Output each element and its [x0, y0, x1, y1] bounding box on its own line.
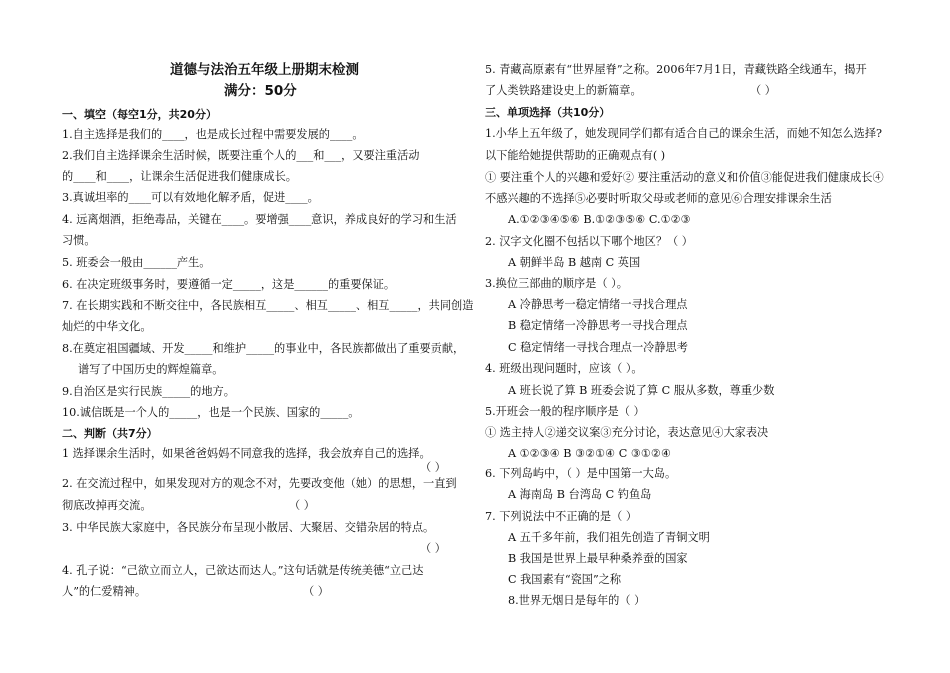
answer-bracket: （ ）: [420, 542, 446, 555]
choice-question: 不感兴趣的不选择⑤必要时听取父母或老师的意见⑥合理安排课余生活: [485, 192, 832, 205]
full-score: 满分：50分: [224, 83, 297, 99]
choice-question: 8.世界无烟日是每年的（ ）: [508, 594, 646, 607]
choice-question: ① 选主持人②递交议案③充分讨论，表达意见④大家表决: [485, 426, 769, 439]
fill-question: 3.真诚坦率的____可以有效地化解矛盾，促进____。: [62, 191, 319, 204]
choice-options: A 五千多年前，我们祖先创造了青铜文明: [508, 531, 710, 544]
choice-question: 1.小华上五年级了，她发现同学们都有适合自己的课余生活，而她不知怎么选择?: [485, 127, 883, 140]
answer-bracket: （ ）: [289, 499, 315, 512]
section-judge-heading: 二、判断（共7分）: [62, 427, 158, 440]
exam-title: 道德与法治五年级上册期末检测: [170, 62, 359, 78]
fill-question: 8.在奠定祖国疆域、开发_____和维护_____的事业中，各民族都做出了重要贡献，: [62, 342, 465, 355]
choice-question: 7. 下列说法中不正确的是（ ）: [485, 510, 638, 523]
answer-bracket: （ ）: [303, 585, 329, 598]
choice-options: A 班长说了算 B 班委会说了算 C 服从多数，尊重少数: [508, 384, 775, 397]
judge-question: 5. 青藏高原素有“世界屋脊”之称。2006年7月1日，青藏铁路全线通车，揭开: [485, 63, 867, 76]
answer-bracket: （ ）: [750, 84, 776, 97]
fill-question: 习惯。: [62, 234, 96, 247]
choice-options: A ①②③④ B ③②①④ C ③①②④: [508, 447, 671, 460]
choice-options: A 海南岛 B 台湾岛 C 钓鱼岛: [508, 488, 652, 501]
fill-question: 7. 在长期实践和不断交往中，各民族相互_____、相互_____、相互_____，共同创造: [62, 299, 474, 312]
choice-question: ① 要注重个人的兴趣和爱好② 要注重活动的意义和价值③能促进我们健康成长④: [485, 171, 884, 184]
choice-question: 以下能给她提供帮助的正确观点有( ): [485, 149, 666, 162]
fill-question: 5. 班委会一般由______产生。: [62, 256, 211, 269]
choice-question: 2. 汉字文化圈不包括以下哪个地区？（ ）: [485, 235, 693, 248]
fill-question: 2.我们自主选择课余生活时候，既要注重个人的___和___，又要注重活动: [62, 149, 420, 162]
judge-question: 了人类铁路建设史上的新篇章。: [485, 84, 642, 97]
choice-question: 3.换位三部曲的顺序是（ ）。: [485, 277, 628, 290]
section-choice-heading: 三、单项选择（共10分）: [485, 106, 611, 119]
judge-question: 3. 中华民族大家庭中，各民族分布呈现小散居、大聚居、交错杂居的特点。: [62, 521, 435, 534]
choice-options: B 稳定情绪一冷静思考一寻找合理点: [508, 319, 688, 332]
choice-question: 5.开班会一般的程序顺序是（ ）: [485, 405, 645, 418]
fill-question: 1.自主选择是我们的____，也是成长过程中需要发展的____。: [62, 128, 364, 141]
fill-question: 9.自治区是实行民族_____的地方。: [62, 385, 235, 398]
choice-options: B 我国是世界上最早种桑养蚕的国家: [508, 552, 688, 565]
judge-question: 4. 孔子说：“己欲立而立人，己欲达而达人。”这句话就是传统美德“立己达: [62, 564, 424, 577]
fill-question: 的____和____，让课余生活促进我们健康成长。: [62, 170, 297, 183]
answer-bracket: （ ）: [420, 461, 446, 474]
fill-question: 4. 远离烟酒，拒绝毒品，关键在____。要增强____意识，养成良好的学习和生活: [62, 213, 457, 226]
judge-question: 2. 在交流过程中，如果发现对方的观念不对，先要改变他（她）的思想，一直到: [62, 477, 457, 490]
fill-question: 灿烂的中华文化。: [62, 320, 152, 333]
choice-options: C 稳定情绪一寻找合理点一冷静思考: [508, 341, 688, 354]
fill-question: 6. 在决定班级事务时，要遵循一定_____，这是______的重要保证。: [62, 278, 396, 291]
judge-question: 1 选择课余生活时，如果爸爸妈妈不同意我的选择，我会放弃自己的选择。: [62, 447, 431, 460]
choice-question: 4. 班级出现问题时，应该（ ）。: [485, 362, 643, 375]
section-fill-heading: 一、填空（每空1分，共20分）: [62, 108, 217, 121]
choice-options: A 冷静思考一稳定情绪一寻找合理点: [508, 298, 688, 311]
choice-options: A 朝鲜半岛 B 越南 C 英国: [508, 256, 641, 269]
fill-question: 谱写了中国历史的辉煌篇章。: [78, 363, 224, 376]
judge-question: 彻底改掉再交流。: [62, 499, 152, 512]
judge-question: 人”的仁爱精神。: [62, 585, 147, 598]
fill-question: 10.诚信既是一个人的_____，也是一个民族、国家的_____。: [62, 406, 360, 419]
choice-question: 6. 下列岛屿中，（ ）是中国第一大岛。: [485, 467, 677, 480]
choice-options: C 我国素有“瓷国”之称: [508, 573, 622, 586]
choice-options: A.①②③④⑤⑥ B.①②③⑤⑥ C.①②③: [508, 213, 691, 226]
